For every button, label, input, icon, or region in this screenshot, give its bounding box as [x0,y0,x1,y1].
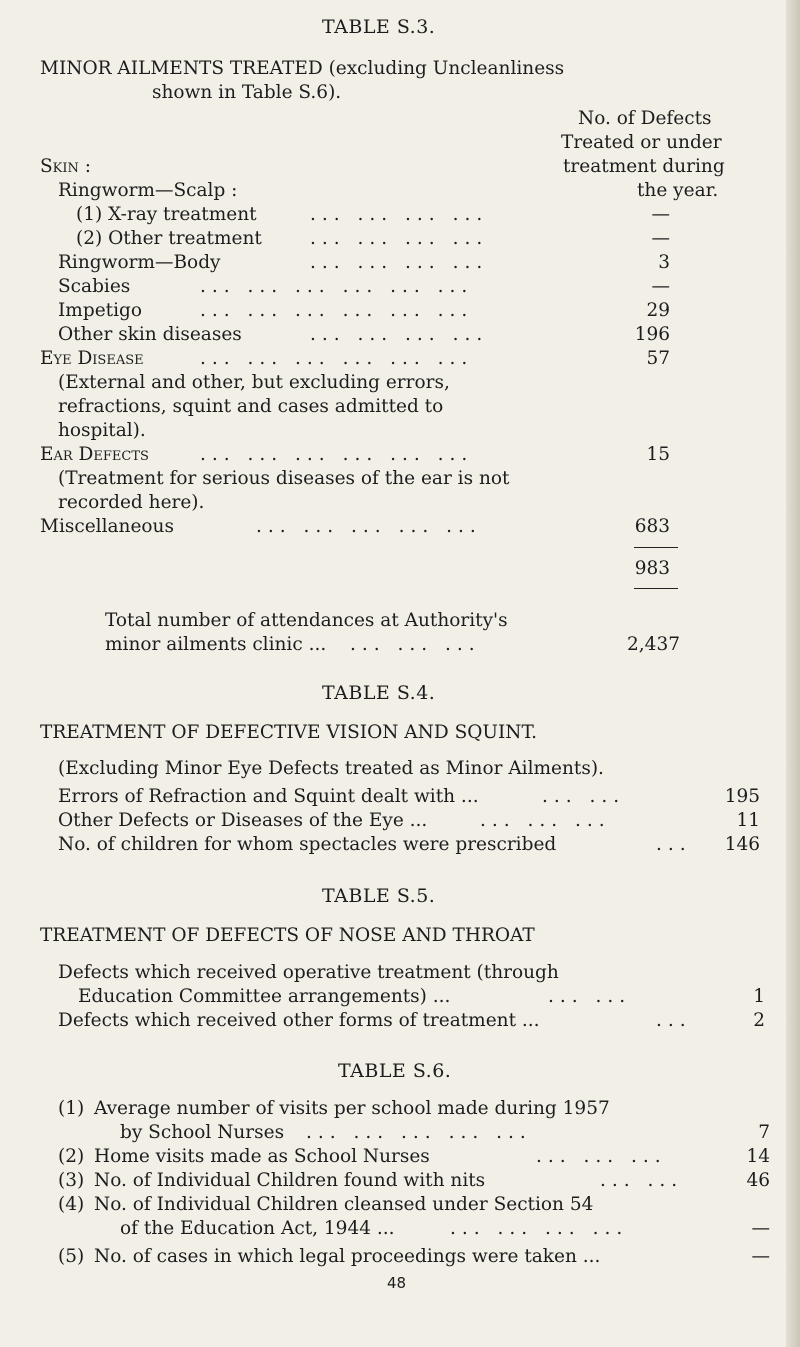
table-s4-heading: TREATMENT OF DEFECTIVE VISION AND SQUINT. [40,722,537,743]
table-s4-subheading: (Excluding Minor Eye Defects treated as Minor Ailments). [58,758,604,779]
leader-dots: ... ... ... ... [450,1218,629,1239]
row-ear-defects: Ear Defects [40,444,149,465]
s6-row2-value: 14 [746,1146,770,1167]
table-s3-title: TABLE S.3. [322,16,436,38]
s6-row3-line1: No. of Individual Children found with nits [94,1170,486,1191]
eye-note-line2: refractions, squint and cases admitted to [58,396,444,417]
leader-dots: ... ... ... [350,634,481,655]
s6-row5-number: (5) [58,1246,85,1267]
attendance-label-line1: Total number of attendances at Authority's [105,610,508,631]
total-rule-bottom [634,588,678,589]
row-eye-disease: Eye Disease [40,348,144,369]
value-other-eye-defects: 11 [736,810,760,831]
row-other-treatment: (2) Other treatment [76,228,262,249]
value-operative-treatment: 1 [753,986,765,1007]
table-s3-heading-line1: MINOR AILMENTS TREATED (excluding Uncleanliness [40,58,565,79]
value-xray-treatment: — [651,204,670,225]
value-other-forms-treatment: 2 [753,1010,765,1031]
page-number: 48 [387,1274,407,1292]
value-impetigo: 29 [646,300,670,321]
row-other-eye-defects: Other Defects or Diseases of the Eye ... [58,810,428,831]
row-other-forms-treatment: Defects which received other forms of treatment ... [58,1010,540,1031]
leader-dots: ... [656,834,692,855]
row-operative-treatment-line1: Defects which received operative treatment (through [58,962,559,983]
leader-dots: ... ... ... ... ... ... [200,300,474,321]
leader-dots: ... ... ... [536,1146,667,1167]
leader-dots: ... ... ... ... [310,324,489,345]
s6-row2-number: (2) [58,1146,85,1167]
leader-dots: ... ... ... ... ... ... [200,444,474,465]
row-miscellaneous: Miscellaneous [40,516,174,537]
column-header-line1: No. of Defects [578,108,712,129]
value-miscellaneous: 683 [634,516,670,537]
value-errors-of-refraction: 195 [724,786,760,807]
value-other-treatment: — [651,228,670,249]
value-other-skin-diseases: 196 [634,324,670,345]
row-operative-treatment-line2: Education Committee arrangements) ... [78,986,451,1007]
s6-row2-line1: Home visits made as School Nurses [94,1146,430,1167]
eye-note-line1: (External and other, but excluding errors, [58,372,450,393]
page-edge [786,0,800,1347]
value-attendances: 2,437 [627,634,680,655]
ear-note-line1: (Treatment for serious diseases of the ear is not [58,468,510,489]
table-s4-title: TABLE S.4. [322,682,436,704]
leader-dots: ... ... ... ... [310,252,489,273]
leader-dots: ... ... ... [480,810,611,831]
value-ringworm-body: 3 [658,252,670,273]
s6-row1-line2: by School Nurses [120,1122,285,1143]
leader-dots: ... ... [548,986,632,1007]
leader-dots: ... ... ... ... ... [306,1122,532,1143]
value-spectacles-prescribed: 146 [724,834,760,855]
leader-dots: ... ... ... ... ... ... [200,276,474,297]
leader-dots: ... ... ... ... ... ... [200,348,474,369]
row-other-skin-diseases: Other skin diseases [58,324,242,345]
leader-dots: ... ... ... ... [310,228,489,249]
table-s3-heading-line2: shown in Table S.6). [152,82,342,103]
s6-row3-value: 46 [746,1170,770,1191]
table-s5-title: TABLE S.5. [322,885,436,907]
s6-row1-line1: Average number of visits per school made during 1957 [94,1098,610,1119]
row-scabies: Scabies [58,276,131,297]
leader-dots: ... ... ... ... ... [256,516,482,537]
column-header-line4: the year. [637,180,719,201]
value-eye-disease: 57 [646,348,670,369]
skin-section-label: Skin : [40,156,92,177]
row-spectacles-prescribed: No. of children for whom spectacles were prescribed [58,834,557,855]
attendance-label-line2: minor ailments clinic ... [105,634,327,655]
s6-row5-line1: No. of cases in which legal proceedings were taken ... [94,1246,601,1267]
s6-row1-value: 7 [758,1122,770,1143]
leader-dots: ... ... [600,1170,684,1191]
leader-dots: ... [656,1010,692,1031]
s6-row5-value: — [751,1246,770,1267]
s6-row4-line2: of the Education Act, 1944 ... [120,1218,395,1239]
s6-row4-value: — [751,1218,770,1239]
value-scabies: — [651,276,670,297]
row-xray-treatment: (1) X-ray treatment [76,204,257,225]
row-impetigo: Impetigo [58,300,142,321]
column-header-line3: treatment during [563,156,725,177]
s6-row3-number: (3) [58,1170,85,1191]
eye-note-line3: hospital). [58,420,146,441]
table-s5-heading: TREATMENT OF DEFECTS OF NOSE AND THROAT [40,925,535,946]
leader-dots: ... ... ... ... [310,204,489,225]
column-header-line2: Treated or under [561,132,722,153]
s6-row4-number: (4) [58,1194,85,1215]
value-ear-defects: 15 [646,444,670,465]
s6-row1-number: (1) [58,1098,85,1119]
value-total: 983 [634,558,670,579]
ear-note-line2: recorded here). [58,492,205,513]
total-rule-top [634,547,678,548]
row-errors-of-refraction: Errors of Refraction and Squint dealt with ... [58,786,479,807]
leader-dots: ... ... [542,786,626,807]
row-ringworm-scalp: Ringworm—Scalp : [58,180,238,201]
row-ringworm-body: Ringworm—Body [58,252,221,273]
s6-row4-line1: No. of Individual Children cleansed under Section 54 [94,1194,594,1215]
table-s6-title: TABLE S.6. [338,1060,452,1082]
